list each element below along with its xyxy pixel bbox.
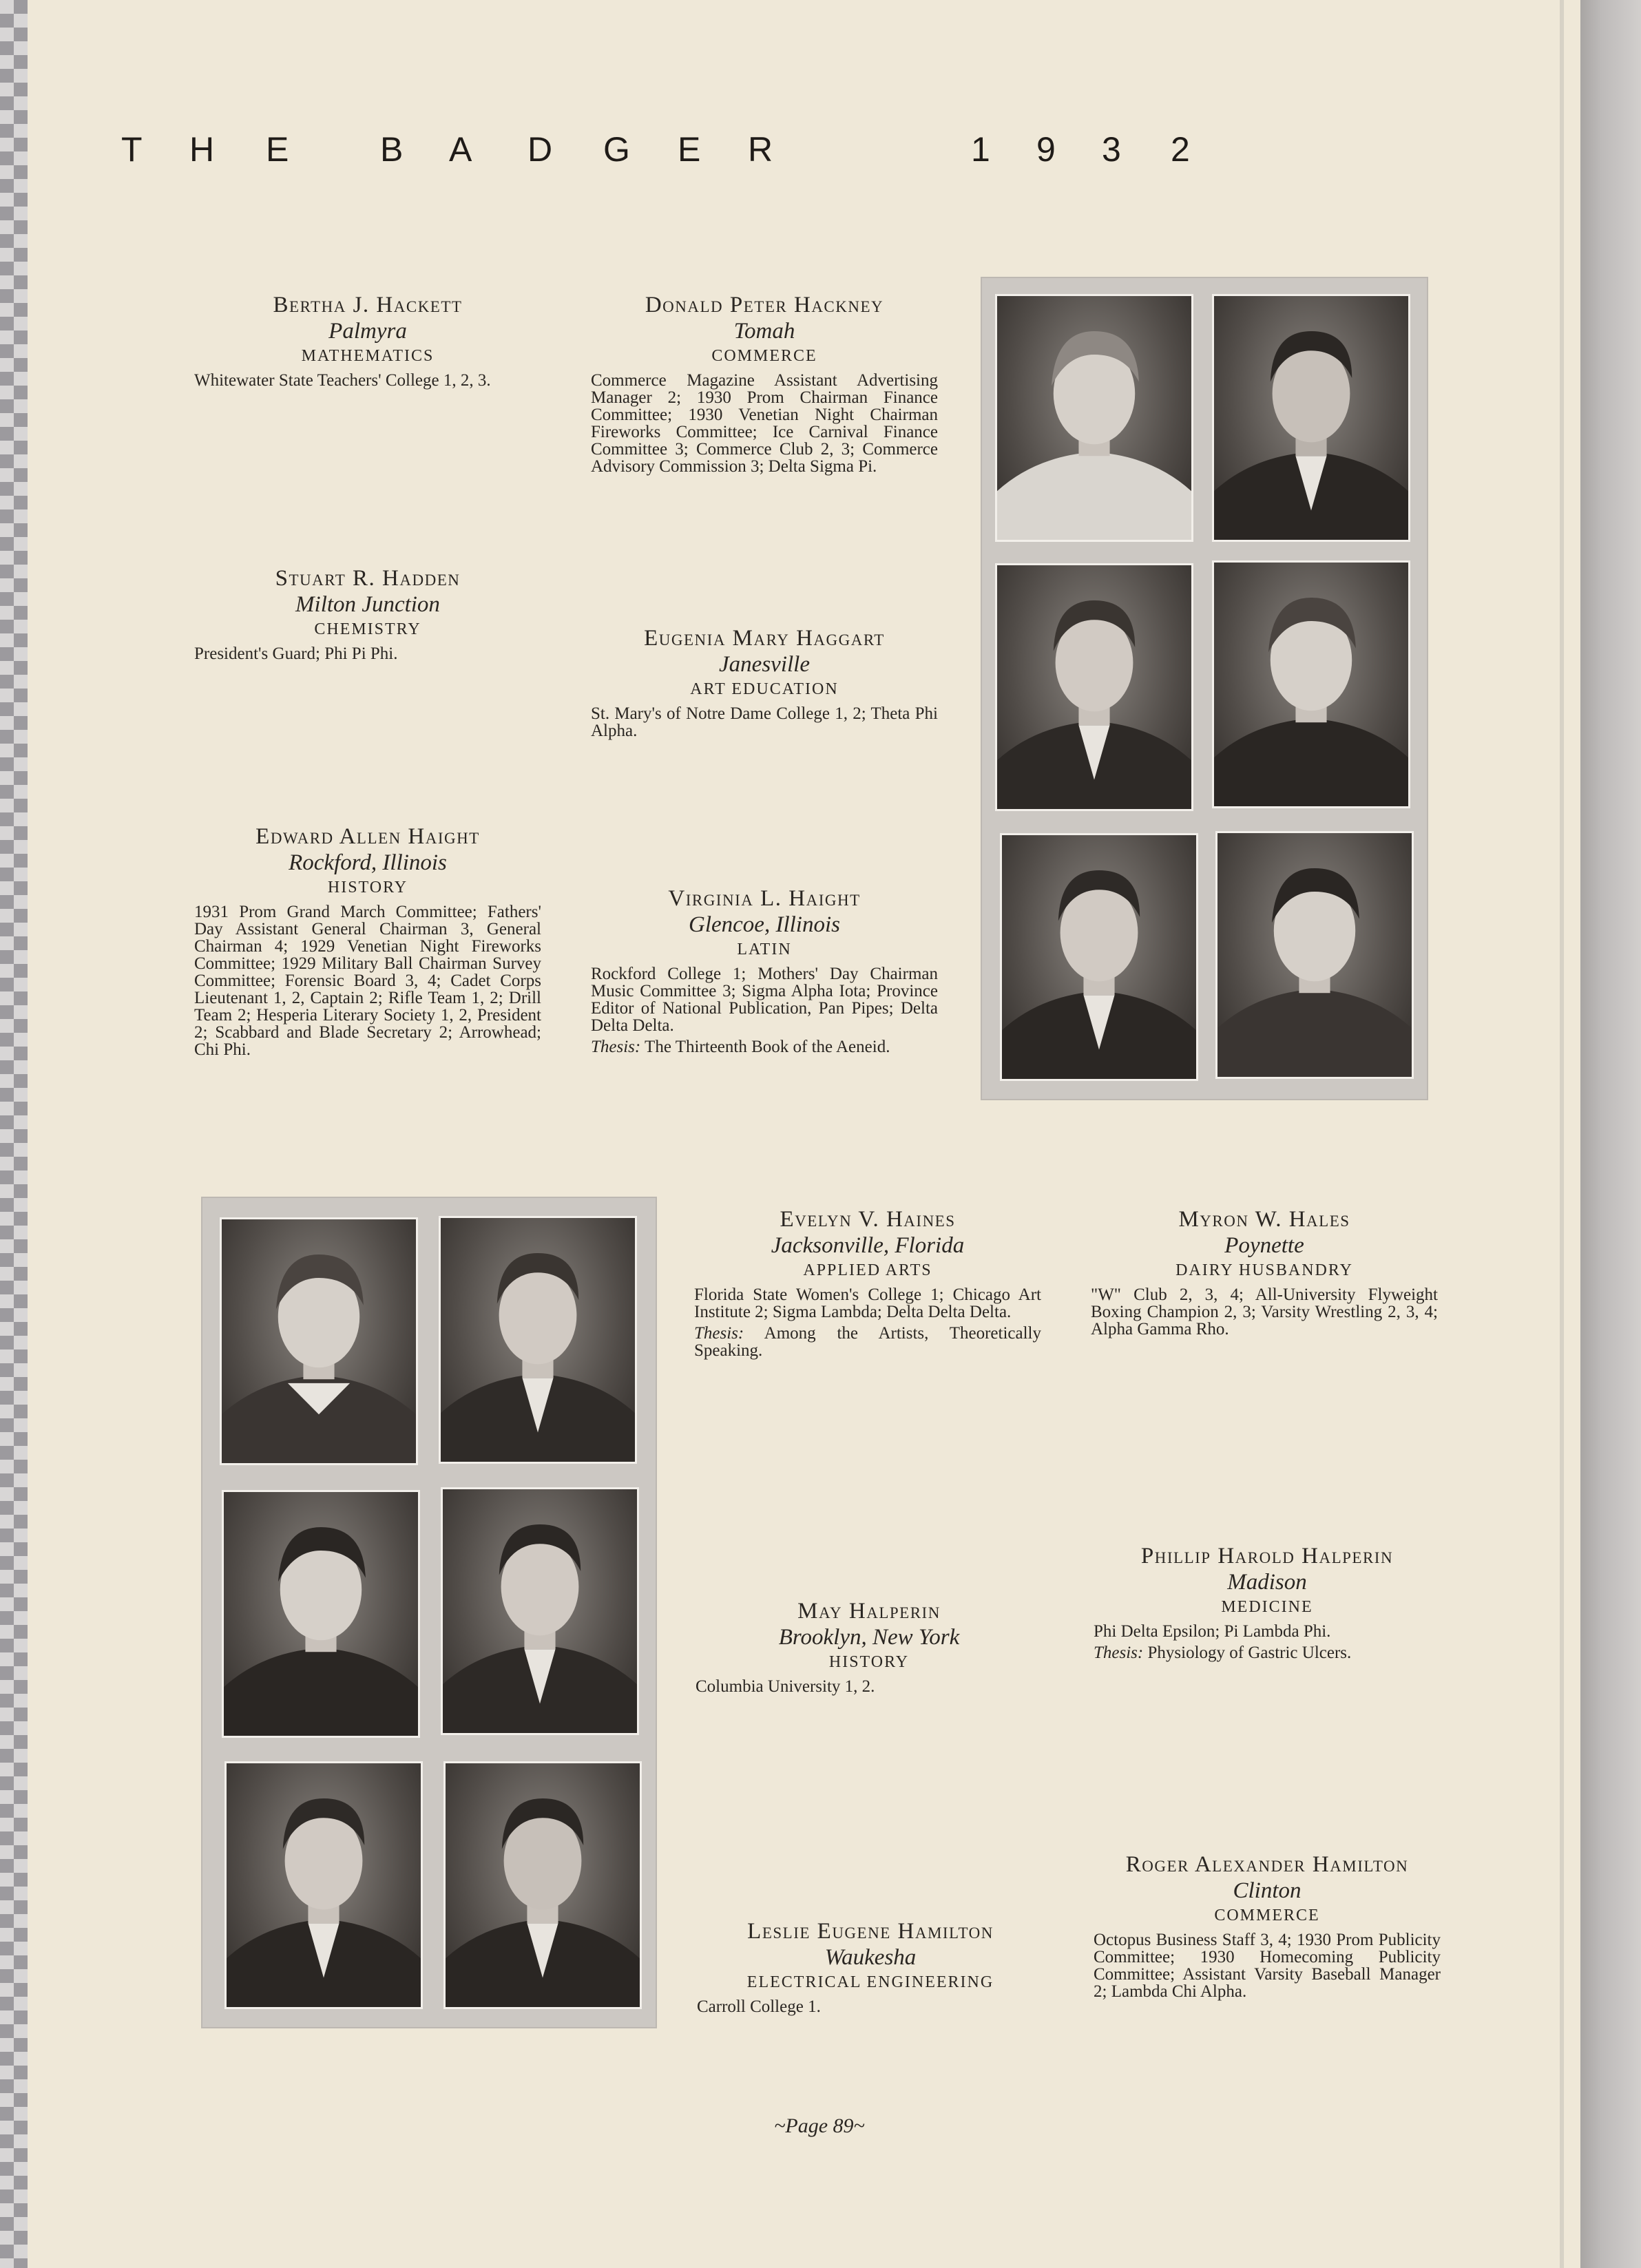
- student-thesis: [694, 1325, 1041, 1359]
- student-entry: [696, 1598, 1043, 1695]
- student-activities: Columbia University 1, 2.: [696, 1677, 875, 1696]
- portrait-photo: [1000, 833, 1198, 1081]
- right-decorative-border: [1560, 0, 1641, 2268]
- student-name: Leslie Eugene Hamilton: [747, 1919, 994, 1944]
- student-name: Stuart R. Hadden: [275, 566, 461, 591]
- thesis-title: Among the Artists, Theoretically Speaking.: [694, 1324, 1041, 1360]
- portrait-photo: [995, 294, 1193, 542]
- student-major: MEDICINE: [1221, 1598, 1313, 1616]
- student-name: Myron W. Hales: [1178, 1207, 1350, 1232]
- student-hometown: Janesville: [719, 652, 810, 677]
- student-major: MATHEMATICS: [301, 347, 435, 365]
- student-name: Edward Allen Haight: [255, 824, 480, 849]
- portrait-photo: [1215, 831, 1414, 1079]
- student-name: Bertha J. Hackett: [273, 293, 463, 317]
- header-year-digit: 2: [1171, 130, 1190, 169]
- student-major: ART EDUCATION: [690, 680, 839, 698]
- portrait-photo: [439, 1216, 637, 1464]
- student-activities: 1931 Prom Grand March Committee; Fathers' Day Assistant General Chairman 3, General Chairman 4; 1929 Venetian Night Fireworks Committee; 1929 Military Ball Chairman Survey Committee; Forensic Board 3, 4; Cadet Corps Lieutenant 1, 2, Captain 2; Rifle Team 1, 2; Drill Team 2; Hesperia Literary Society 1, 2, President 2; Scabbard and Blade Secretary 2; Arrowhead; Chi Phi.: [194, 903, 541, 1059]
- student-activities: Florida State Women's College 1; Chicago Art Institute 2; Sigma Lambda; Delta Delta Delta.: [694, 1285, 1041, 1321]
- header-year-digit: 1: [971, 130, 990, 169]
- student-hometown: Madison: [1227, 1570, 1307, 1595]
- student-hometown: Poynette: [1224, 1233, 1304, 1258]
- thesis-title: Physiology of Gastric Ulcers.: [1147, 1644, 1352, 1662]
- student-name: Phillip Harold Halperin: [1140, 1544, 1394, 1568]
- student-hometown: Waukesha: [824, 1945, 917, 1970]
- student-name: May Halperin: [797, 1599, 941, 1624]
- header-letter: B: [380, 130, 404, 169]
- student-entry: [694, 1206, 1041, 1359]
- student-entry: [1094, 1851, 1441, 2000]
- student-major: CHEMISTRY: [314, 620, 421, 638]
- portrait-photo: [441, 1487, 639, 1735]
- student-activities: Rockford College 1; Mothers' Day Chairman Music Committee 3; Sigma Alpha Iota; Province Editor of National Publication, Pan Pipes; Delta Delta Delta.: [591, 965, 938, 1035]
- student-major: COMMERCE: [711, 347, 817, 365]
- student-thesis: [1094, 1644, 1441, 1661]
- student-name: Donald Peter Hackney: [645, 293, 884, 317]
- student-entry: [591, 625, 938, 739]
- student-name: Evelyn V. Haines: [780, 1207, 956, 1232]
- portrait-panel: [201, 1197, 657, 2028]
- header-letter: D: [527, 130, 553, 169]
- header-year-digit: 9: [1036, 130, 1056, 169]
- student-hometown: Palmyra: [328, 319, 407, 344]
- thesis-label: Thesis:: [694, 1324, 744, 1343]
- student-hometown: Clinton: [1233, 1878, 1302, 1903]
- portrait-photo: [443, 1761, 642, 2009]
- student-entry: [591, 292, 938, 475]
- student-activities: Phi Delta Epsilon; Pi Lambda Phi.: [1094, 1622, 1331, 1641]
- portrait-photo: [1212, 560, 1410, 808]
- student-hometown: Tomah: [733, 319, 795, 344]
- header-letter: A: [449, 130, 472, 169]
- student-hometown: Jacksonville, Florida: [771, 1233, 965, 1258]
- student-entry: [1094, 1543, 1441, 1661]
- student-major: APPLIED ARTS: [803, 1261, 932, 1279]
- student-activities: Commerce Magazine Assistant Advertising Manager 2; 1930 Prom Chairman Finance Committee; 1930 Venetian Night Chairman Fireworks Committee; Ice Carnival Finance Committee 3; Commerce Club 2, 3; Commerce Advisory Commission 3; Delta Sigma Pi.: [591, 371, 938, 476]
- student-hometown: Glencoe, Illinois: [689, 912, 840, 937]
- student-activities: St. Mary's of Notre Dame College 1, 2; Theta Phi Alpha.: [591, 704, 938, 740]
- student-hometown: Rockford, Illinois: [289, 850, 447, 875]
- student-major: DAIRY HUSBANDRY: [1175, 1261, 1353, 1279]
- student-entry: [194, 565, 541, 662]
- header-letter: G: [603, 130, 630, 169]
- thesis-label: Thesis:: [591, 1038, 641, 1056]
- student-major: HISTORY: [327, 879, 408, 896]
- header-letter: E: [266, 130, 289, 169]
- left-decorative-border: [0, 0, 28, 2268]
- thesis-label: Thesis:: [1094, 1644, 1144, 1662]
- header-letter: R: [748, 130, 773, 169]
- student-entry: [591, 885, 938, 1056]
- student-entry: [1091, 1206, 1438, 1338]
- student-major: LATIN: [737, 941, 792, 958]
- student-hometown: Brooklyn, New York: [778, 1625, 960, 1650]
- page-header: [121, 129, 1223, 171]
- student-entry: [194, 823, 541, 1058]
- student-activities: "W" Club 2, 3, 4; All-University Flyweight Boxing Champion 2, 3; Varsity Wrestling 2, 3, 4; Alpha Gamma Rho.: [1091, 1285, 1438, 1338]
- student-activities: Whitewater State Teachers' College 1, 2, 3.: [194, 371, 491, 390]
- portrait-photo: [222, 1490, 420, 1738]
- portrait-panel: [981, 277, 1428, 1100]
- student-major: HISTORY: [828, 1653, 910, 1671]
- student-hometown: Milton Junction: [295, 592, 440, 617]
- student-activities: Octopus Business Staff 3, 4; 1930 Prom Publicity Committee; 1930 Homecoming Publicity Committee; Assistant Varsity Baseball Manager 2; Lambda Chi Alpha.: [1094, 1931, 1441, 2001]
- student-entry: [697, 1918, 1044, 2015]
- portrait-photo: [224, 1761, 423, 2009]
- portrait-photo: [995, 563, 1193, 811]
- student-activities: President's Guard; Phi Pi Phi.: [194, 644, 398, 663]
- student-entry: [194, 292, 541, 389]
- student-activities: Carroll College 1.: [697, 1997, 821, 2016]
- portrait-photo: [1212, 294, 1410, 542]
- student-major: ELECTRICAL ENGINEERING: [746, 1973, 994, 1991]
- header-letter: H: [189, 130, 215, 169]
- student-major: COMMERCE: [1214, 1907, 1320, 1924]
- header-letter: T: [121, 130, 143, 169]
- header-letter: E: [678, 130, 701, 169]
- student-thesis: [591, 1038, 938, 1056]
- student-name: Roger Alexander Hamilton: [1125, 1852, 1409, 1877]
- student-name: Eugenia Mary Haggart: [644, 626, 885, 651]
- page-number: ~Page 89~: [774, 2114, 865, 2137]
- portrait-photo: [220, 1217, 418, 1465]
- thesis-title: The Thirteenth Book of the Aeneid.: [645, 1038, 890, 1056]
- student-name: Virginia L. Haight: [668, 886, 861, 911]
- header-year-digit: 3: [1102, 130, 1121, 169]
